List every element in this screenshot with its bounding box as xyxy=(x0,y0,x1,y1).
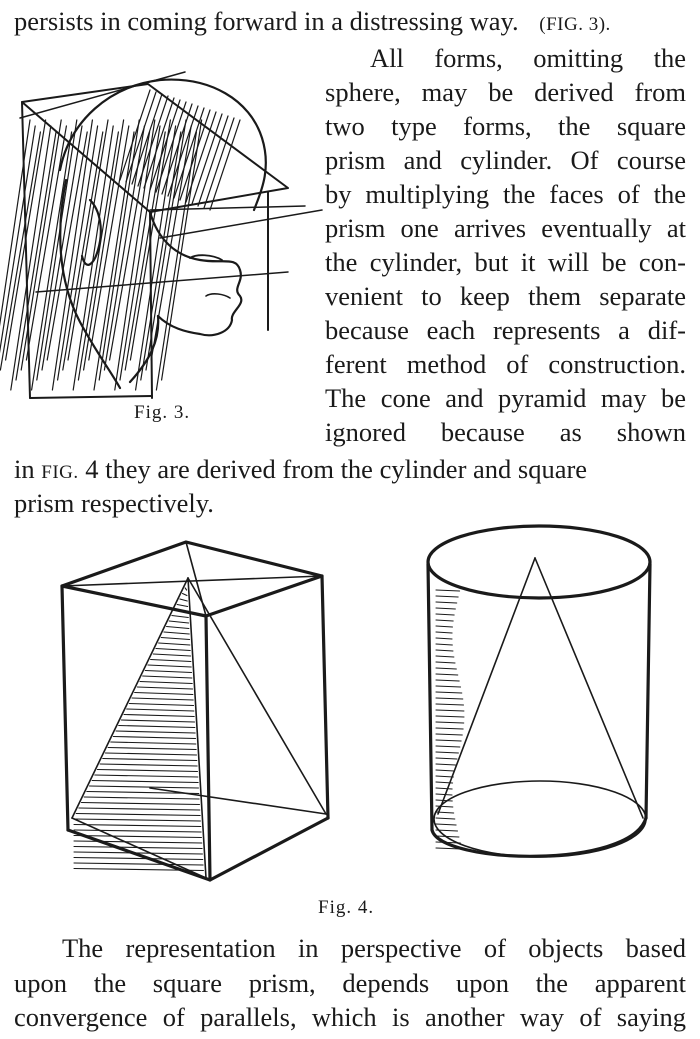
hatch-stroke xyxy=(436,608,455,609)
hatch-stroke xyxy=(153,654,190,656)
hatch-stroke xyxy=(84,797,199,799)
hatch-stroke xyxy=(89,786,198,788)
hatch-stroke xyxy=(167,627,189,629)
hatch-stroke xyxy=(104,126,144,370)
hatch-stroke xyxy=(74,819,200,821)
figure-3-caption: Fig. 3. xyxy=(134,402,191,423)
hatch-stroke xyxy=(436,758,457,759)
figure-reference: FIG. xyxy=(41,462,79,483)
hatch-stroke xyxy=(180,110,210,200)
hatch-stroke xyxy=(0,132,40,370)
hatch-stroke xyxy=(144,98,174,188)
hatch-stroke xyxy=(76,814,200,816)
figure-4-prism-and-cylinder xyxy=(0,518,700,888)
hatch-stroke xyxy=(150,100,180,190)
hatch-stroke xyxy=(436,698,463,699)
hatch-stroke xyxy=(113,737,195,739)
hatch-stroke xyxy=(174,108,204,198)
text-line: two type forms, the square xyxy=(325,111,686,141)
hatch-stroke xyxy=(436,770,454,771)
hatch-stroke xyxy=(121,720,194,722)
hatch-stroke xyxy=(436,788,452,789)
figure-reference: (FIG. 3). xyxy=(539,14,611,35)
hatch-stroke xyxy=(436,668,456,669)
hatch-stroke xyxy=(436,614,454,615)
hatch-stroke xyxy=(136,126,176,390)
text-line: The cone and pyramid may be xyxy=(325,383,686,413)
hatch-stroke xyxy=(436,764,456,765)
hatch-stroke xyxy=(129,704,193,706)
hatch-stroke xyxy=(89,126,129,360)
text-line: The representation in perspective of objects based xyxy=(62,933,686,963)
hatch-stroke xyxy=(120,90,150,180)
hatch-stroke xyxy=(183,594,187,596)
text-line: the cylinder, but it will be con- xyxy=(325,247,686,277)
hatch-stroke xyxy=(148,665,191,667)
hatch-stroke xyxy=(185,588,186,590)
hatch-stroke xyxy=(146,120,186,370)
text-line: ignored because as shown xyxy=(325,417,686,447)
hatch-stroke xyxy=(436,590,460,591)
hatch-stroke xyxy=(180,599,187,601)
hatch-stroke xyxy=(436,794,452,795)
hatch-stroke xyxy=(143,676,192,678)
text-line: upon the square prism, depends upon the apparent xyxy=(14,968,686,998)
hatch-stroke xyxy=(436,596,458,597)
hatch-stroke xyxy=(127,709,194,711)
cylinder-with-cone xyxy=(428,526,650,857)
hatch-stroke xyxy=(92,781,198,783)
hatch-stroke xyxy=(436,722,464,723)
text-line: prism one arrives eventually at xyxy=(325,213,686,243)
hatch-stroke xyxy=(436,674,458,675)
hatch-stroke xyxy=(436,800,452,801)
hatch-stroke xyxy=(137,687,192,689)
hatch-stroke xyxy=(84,120,124,370)
hatch-stroke xyxy=(132,698,193,700)
text-line: prism respectively. xyxy=(14,488,214,518)
hatch-stroke xyxy=(74,863,203,865)
square-prism-with-pyramid xyxy=(62,542,328,880)
text-line xyxy=(14,452,587,490)
hatch-stroke xyxy=(436,650,453,651)
text-line: ferent method of construction. xyxy=(325,349,686,379)
hatch-stroke xyxy=(204,118,234,208)
hatch-stroke xyxy=(135,693,193,695)
hatch-stroke xyxy=(110,132,150,360)
hatch-stroke xyxy=(436,728,463,729)
hatch-stroke xyxy=(105,753,196,755)
text-line: venient to keep them separate xyxy=(325,281,686,311)
hatch-stroke xyxy=(436,620,453,621)
hatch-stroke xyxy=(169,621,188,623)
hatch-stroke xyxy=(145,671,191,673)
hatch-stroke xyxy=(95,775,198,777)
hatch-stroke xyxy=(156,649,190,651)
hatch-stroke xyxy=(172,616,188,618)
hatch-stroke xyxy=(436,644,452,645)
text-line-1 xyxy=(14,4,611,42)
text-line: by multiplying the faces of the xyxy=(325,179,686,209)
hatch-stroke xyxy=(21,120,61,370)
hatch-stroke xyxy=(436,824,456,825)
hatch-stroke xyxy=(436,776,453,777)
hatch-stroke xyxy=(436,836,459,837)
hatch-stroke xyxy=(74,858,203,860)
figure-4-caption: Fig. 4. xyxy=(318,897,375,918)
hatch-stroke xyxy=(436,740,461,741)
text-line: sphere, may be derived from xyxy=(325,77,686,107)
hatch-stroke xyxy=(141,132,181,380)
hatch-stroke xyxy=(436,734,462,735)
hatch-stroke xyxy=(108,748,196,750)
hatch-stroke xyxy=(116,731,195,733)
hatch-stroke xyxy=(436,704,463,705)
hatch-stroke xyxy=(124,715,194,717)
hatch-stroke xyxy=(140,682,192,684)
hatch-stroke xyxy=(436,686,461,687)
hatch-stroke xyxy=(436,602,457,603)
hatch-stroke xyxy=(97,770,197,772)
hatch-stroke xyxy=(436,638,452,639)
hatch-stroke xyxy=(436,710,464,711)
hatch-stroke xyxy=(151,660,191,662)
hatch-stroke xyxy=(161,638,189,640)
hatch-stroke xyxy=(436,662,455,663)
hatch-stroke xyxy=(177,605,187,607)
text-line: All forms, omitting the xyxy=(370,43,686,73)
hatch-stroke xyxy=(159,643,190,645)
text-run: 4 they are derived from the cylinder and square xyxy=(85,454,588,484)
text-line: convergence of parallels, which is another way of saying xyxy=(14,1002,686,1032)
hatch-stroke xyxy=(74,841,202,843)
hatch-stroke xyxy=(436,632,452,633)
hatch-stroke xyxy=(103,759,197,761)
hatch-stroke xyxy=(436,656,454,657)
hatch-stroke xyxy=(74,830,201,832)
hatch-stroke xyxy=(111,742,196,744)
hatch-stroke xyxy=(436,692,462,693)
hatch-stroke xyxy=(436,746,460,747)
hatch-stroke xyxy=(198,116,228,206)
hatch-stroke xyxy=(79,808,200,810)
text-run: in xyxy=(14,454,35,484)
hatch-stroke xyxy=(164,632,189,634)
hatch-stroke xyxy=(436,818,455,819)
hatch-stroke xyxy=(74,825,201,827)
hatch-stroke xyxy=(81,803,199,805)
hatch-stroke xyxy=(119,726,195,728)
hatch-stroke xyxy=(126,92,156,182)
hatch-stroke xyxy=(100,764,197,766)
hatch-stroke xyxy=(436,626,452,627)
text-line: because each represents a dif- xyxy=(325,315,686,345)
hatch-stroke xyxy=(436,680,459,681)
text-run: persists in coming forward in a distressing way. xyxy=(14,6,519,36)
hatch-stroke xyxy=(436,752,458,753)
text-line: prism and cylinder. Of course xyxy=(325,145,686,175)
figure-3-head-sketch xyxy=(0,60,320,400)
hatch-stroke xyxy=(436,716,464,717)
